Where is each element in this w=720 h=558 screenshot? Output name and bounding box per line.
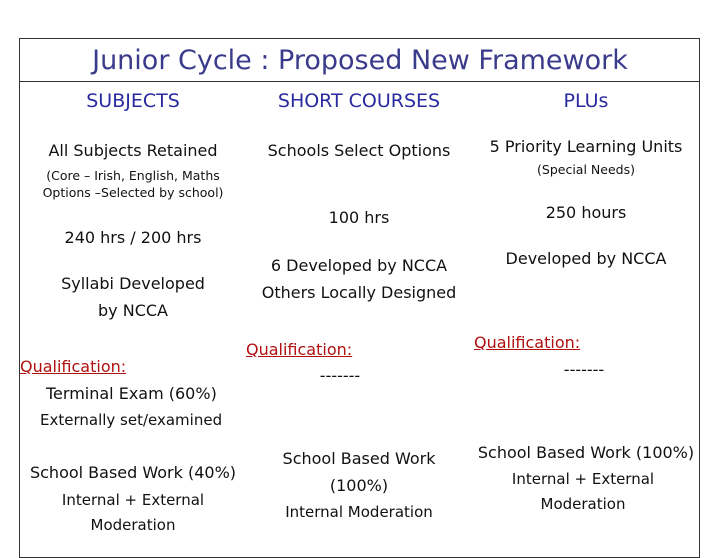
plus-school-based-work: School Based Work (100%) xyxy=(477,443,695,462)
subjects-moderation-line-1: Internal + External xyxy=(61,491,205,509)
short-courses-qualification-label: Qualification: xyxy=(246,340,353,359)
plus-qualification-label: Qualification: xyxy=(474,333,581,352)
title-divider xyxy=(19,81,700,82)
short-courses-developed-line-2: Others Locally Designed xyxy=(261,283,457,302)
short-courses-qualification-value: ------- xyxy=(319,366,361,385)
subjects-externally-examined: Externally set/examined xyxy=(40,411,223,429)
short-courses-heading: SHORT COURSES xyxy=(277,90,441,112)
plus-developed: Developed by NCCA xyxy=(505,249,667,268)
subjects-terminal-exam: Terminal Exam (60%) xyxy=(46,384,217,403)
subjects-retained: All Subjects Retained xyxy=(48,141,218,160)
subjects-syllabi-line-2: by NCCA xyxy=(98,301,168,320)
plus-heading: PLUs xyxy=(563,90,609,112)
page-title: Junior Cycle : Proposed New Framework xyxy=(92,45,628,76)
subjects-syllabi-line-1: Syllabi Developed xyxy=(61,274,205,293)
short-courses-developed-line-1: 6 Developed by NCCA xyxy=(270,256,448,275)
subjects-core-note-1: (Core – Irish, English, Maths xyxy=(46,168,220,183)
plus-hours: 250 hours xyxy=(545,203,627,222)
subjects-school-based-work: School Based Work (40%) xyxy=(29,463,237,482)
short-courses-select-options: Schools Select Options xyxy=(267,141,451,160)
subjects-moderation-line-2: Moderation xyxy=(90,516,176,534)
plus-moderation-line-2: Moderation xyxy=(540,495,626,513)
subjects-hours: 240 hrs / 200 hrs xyxy=(64,228,202,247)
plus-qualification-value: ------- xyxy=(563,360,605,379)
subjects-qualification-label: Qualification: xyxy=(20,357,127,376)
plus-priority-units: 5 Priority Learning Units xyxy=(489,137,683,156)
short-courses-school-based-work-line-1: School Based Work xyxy=(282,449,436,468)
short-courses-hours: 100 hrs xyxy=(328,208,390,227)
plus-special-needs: (Special Needs) xyxy=(537,162,635,177)
subjects-core-note-2: Options –Selected by school) xyxy=(42,185,224,200)
plus-moderation-line-1: Internal + External xyxy=(511,470,655,488)
subjects-heading: SUBJECTS xyxy=(86,90,180,112)
short-courses-moderation: Internal Moderation xyxy=(285,503,433,521)
short-courses-school-based-work-line-2: (100%) xyxy=(329,476,389,495)
